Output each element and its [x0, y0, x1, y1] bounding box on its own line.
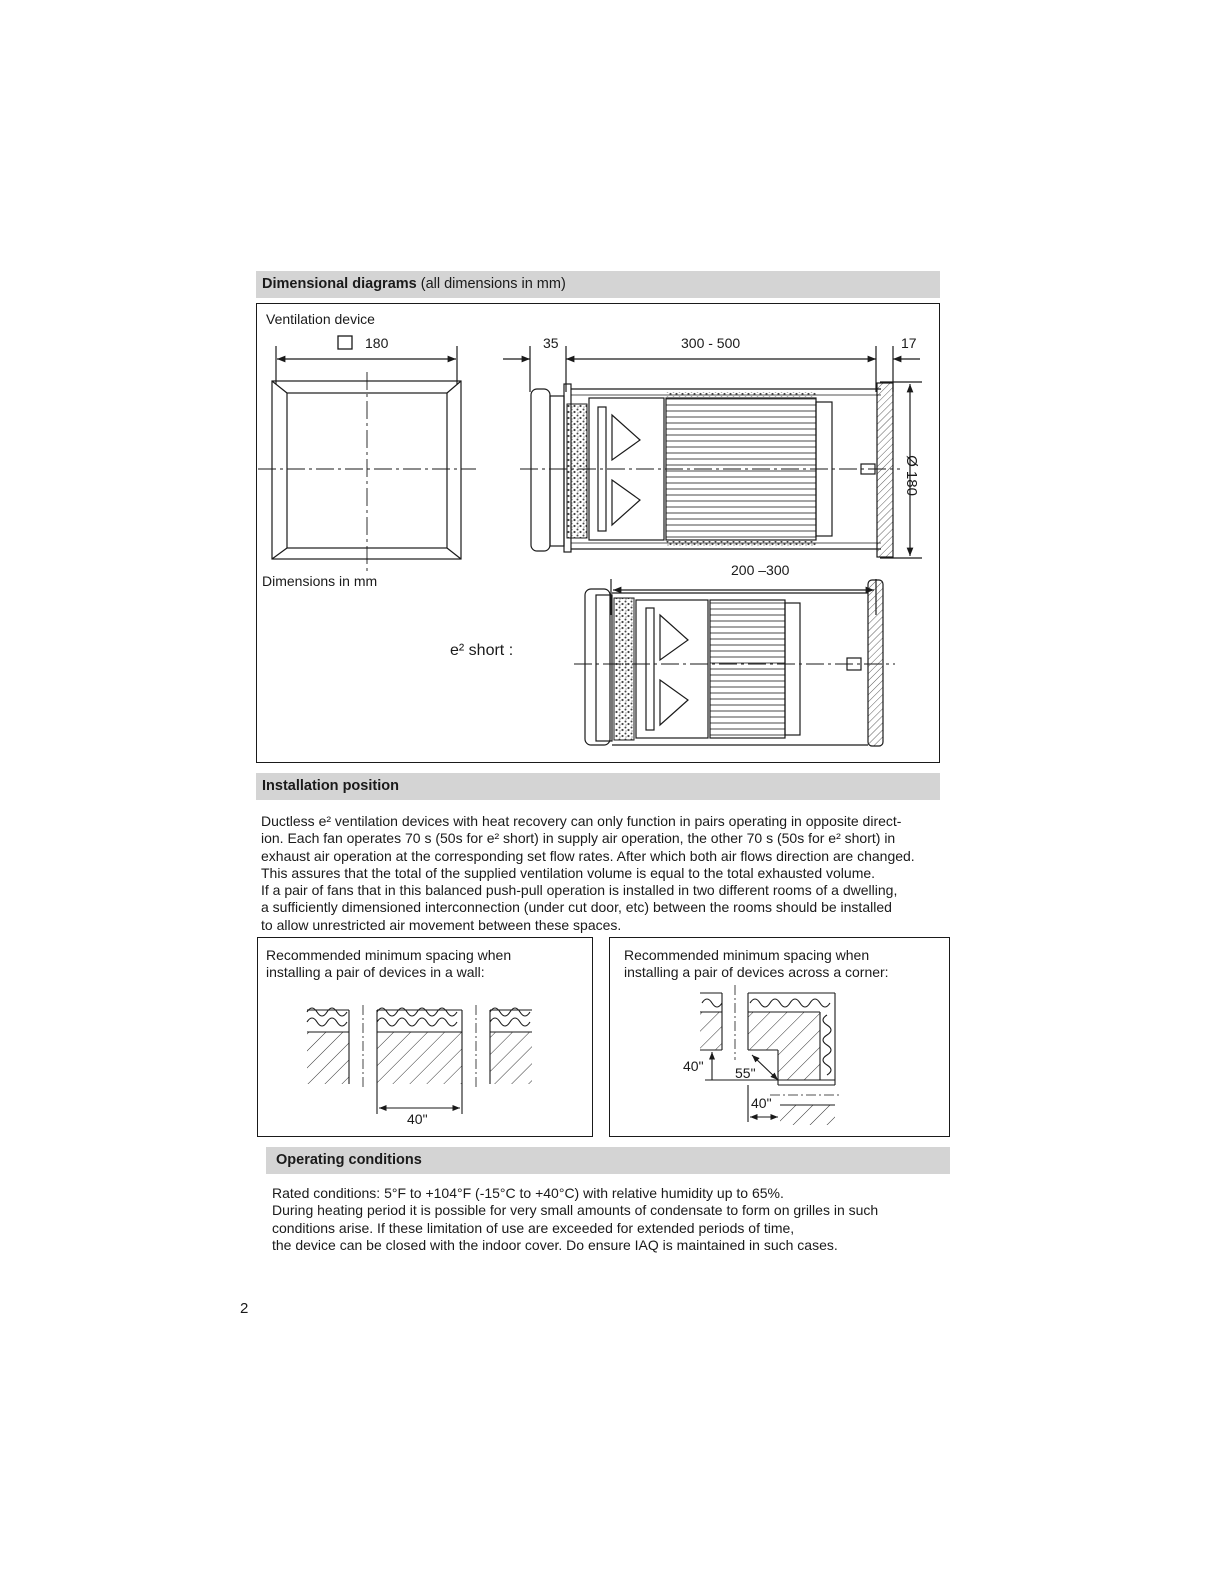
corner-caption-line: installing a pair of devices across a corner: [624, 964, 889, 980]
dimension-length-label: 300 - 500 [681, 335, 741, 351]
corner-caption-line: Recommended minimum spacing when [624, 947, 870, 963]
diameter-label: Ø 180 [902, 455, 920, 496]
dimension-17-label: 17 [901, 335, 917, 351]
dimensional-diagrams-subtitle: (all dimensions in mm) [420, 276, 566, 292]
installation-line: to allow unrestricted air movement between these spaces. [261, 916, 622, 933]
short-length-label: 200 –300 [731, 562, 790, 578]
installation-line: ion. Each fan operates 70 s (50s for e² short) in supply air operation, the other 70 s (50s for e² short) in [261, 830, 896, 847]
square-dimension-label: 180 [365, 335, 389, 351]
corner-spacing-vertical: 40" [683, 1058, 704, 1074]
installation-line: a sufficiently dimensioned interconnection (under cut door, etc) between the rooms should be installed [261, 899, 892, 916]
operating-line: conditions arise. If these limitation of use are exceeded for extended periods of time, [272, 1219, 795, 1236]
operating-line: Rated conditions: 5°F to +104°F (-15°C to +40°C) with relative humidity up to 65%. [272, 1185, 784, 1201]
installation-line: If a pair of fans that in this balanced push-pull operation is installed in two different rooms of a dwelling, [261, 882, 898, 899]
installation-line: exhaust air operation at the corresponding set flow rates. After which both air flows direction are changed. [261, 847, 915, 864]
installation-position-title: Installation position [262, 778, 399, 794]
corner-spacing-horizontal: 40" [751, 1095, 772, 1111]
operating-paragraph [272, 1185, 878, 1254]
wall-caption-line: installing a pair of devices in a wall: [266, 964, 485, 980]
page-number: 2 [240, 1300, 249, 1317]
dimensional-diagrams-title: Dimensional diagrams [262, 276, 417, 292]
dimension-35-label: 35 [543, 335, 559, 351]
wall-caption-line: Recommended minimum spacing when [266, 947, 512, 963]
operating-line: the device can be closed with the indoor cover. Do ensure IAQ is maintained in such cases. [272, 1236, 838, 1253]
corner-spacing-diagonal: 55" [735, 1065, 756, 1081]
operating-conditions-title: Operating conditions [276, 1152, 422, 1168]
dimensions-note: Dimensions in mm [262, 573, 378, 589]
installation-line: Ductless e² ventilation devices with heat recovery can only function in pairs operating in opposite direct- [261, 813, 902, 829]
operating-line: During heating period it is possible for very small amounts of condensate to form on grilles in such [272, 1202, 879, 1219]
ventilation-device-label: Ventilation device [266, 311, 375, 327]
operating-conditions-header [266, 1147, 950, 1174]
wall-spacing-value: 40" [407, 1111, 428, 1127]
e2-short-label: e² short : [450, 642, 514, 659]
installation-line: This assures that the total of the supplied ventilation volume is equal to the total exhausted volume. [261, 864, 876, 881]
